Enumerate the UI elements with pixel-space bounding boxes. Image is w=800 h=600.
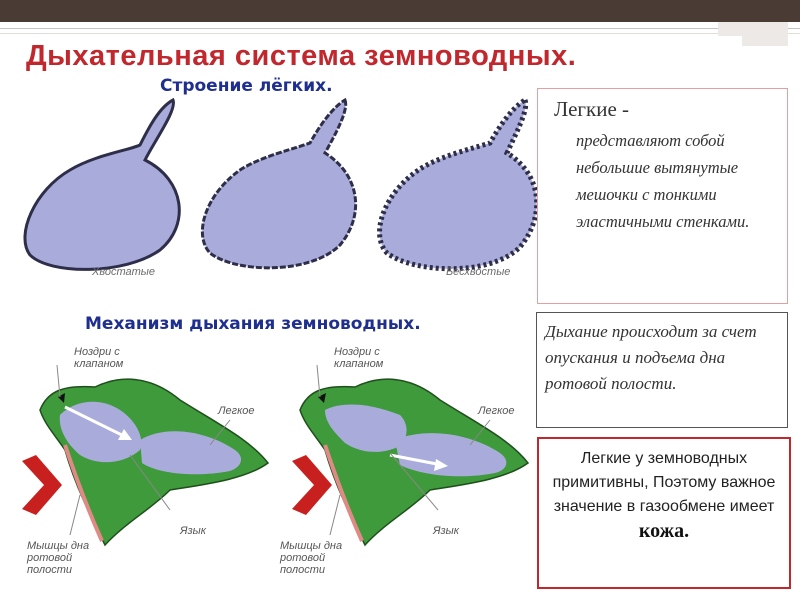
skin-emphasis: кожа. [638,520,690,542]
caption-tailless: Бесхвостые [446,266,511,278]
breathing-description: Дыхание происходит за счет опускания и подъема дна ротовой полости. [545,322,757,393]
lung-lumpy [202,100,355,268]
label-tongue-left: Язык [180,525,206,537]
skin-importance-main: Легкие у земноводных примитивны, Поэтому важное значение в газообмене имеет [552,450,776,515]
lung-alveolar [380,100,537,269]
label-muscles-left: Мышцы дна ротовой полости [27,540,90,576]
label-muscles-right: Мышцы дна ротовой полости [280,540,343,576]
corner-decoration [742,36,788,46]
lungs-subtitle: Строение лёгких. [160,76,333,96]
label-lung-left: Легкое [218,405,255,417]
label-lung-right: Легкое [478,405,515,417]
lungs-heading: Легкие - [554,97,630,121]
caption-tailed: Хвостатые [92,266,155,278]
slide-title: Дыхательная система земноводных. [26,40,577,72]
label-tongue-right: Язык [433,525,459,537]
lungs-description-box [537,88,788,304]
corner-decoration [718,22,788,36]
label-nostril-left: Ноздри с клапаном [74,346,124,370]
leader-line [70,495,80,535]
skin-importance-box [537,437,791,589]
divider-line [0,28,800,29]
breathing-description-box [536,312,788,428]
lungs-description: представляют собой небольшие вытянутые мешочки с тонкими эластичными стенками. [576,131,750,231]
lung-tailed [25,100,179,269]
muscle-arrow-right [292,455,332,515]
skin-importance-text [539,447,789,543]
top-bar [0,0,800,22]
divider-line [0,33,800,34]
muscle-arrow-left [22,455,62,515]
mechanism-title: Механизм дыхания земноводных. [85,314,421,334]
lungs-illustration [15,95,545,295]
label-nostril-right: Ноздри с клапаном [334,346,384,370]
